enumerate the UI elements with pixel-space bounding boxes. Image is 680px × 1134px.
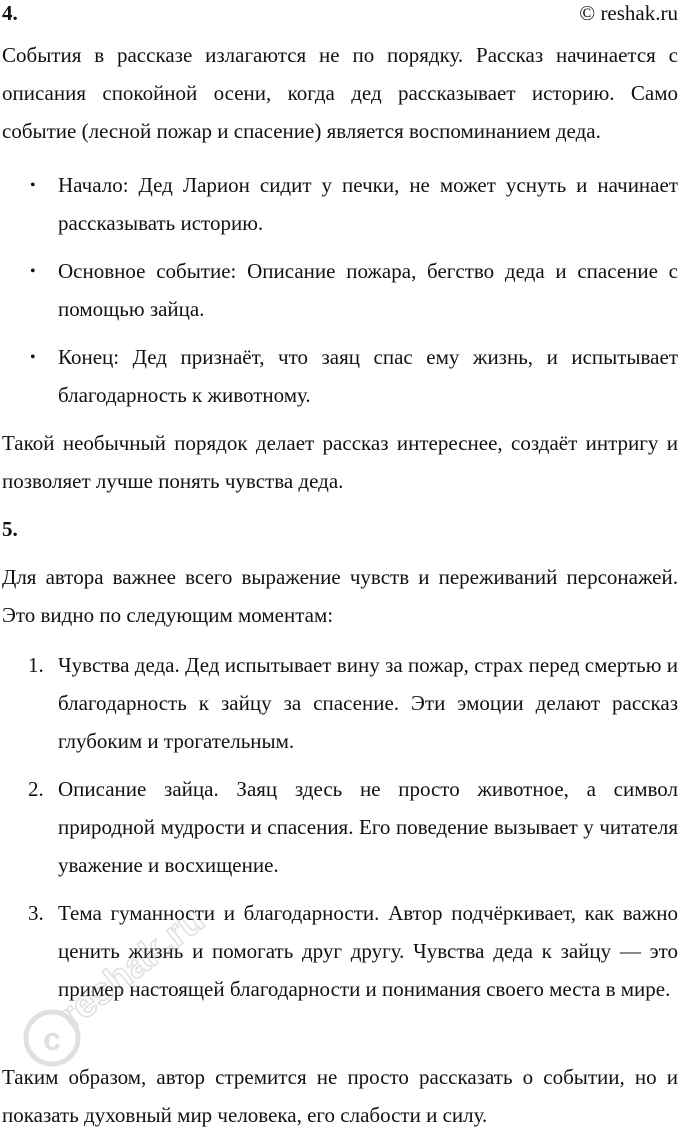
task-number-4: 4. bbox=[2, 1, 18, 25]
list-marker: 2. bbox=[28, 777, 44, 801]
watermark-text: reshak.ru bbox=[51, 898, 213, 1038]
section5-item-2: Описание зайца. Заяц здесь не просто животное, а символ природной мудрости и спасения. Его поведение вызывает у читателя уважение и восхищение. bbox=[58, 777, 678, 877]
task-number-5: 5. bbox=[2, 517, 18, 541]
bullet-icon: • bbox=[30, 263, 36, 280]
section4-conclusion: Такой необычный порядок делает рассказ интереснее, создаёт интригу и позволяет лучше понять чувства деда. bbox=[2, 431, 678, 493]
section4-bullet-3: Конец: Дед признаёт, что заяц спас ему жизнь, и испытывает благодарность к животному. bbox=[58, 345, 678, 407]
svg-text:c: c bbox=[43, 1021, 61, 1057]
list-marker: 1. bbox=[28, 653, 44, 677]
list-marker: 3. bbox=[28, 901, 44, 925]
section5-conclusion: Таким образом, автор стремится не просто рассказать о событии, но и показать духовный мир человека, его слабости и силу. bbox=[2, 1065, 678, 1127]
copyright-label: © reshak.ru bbox=[579, 1, 678, 25]
section5-item-3: Тема гуманности и благодарности. Автор подчёркивает, как важно ценить жизнь и помогать друг другу. Чувства деда к зайцу — это пример настоящей благодарности и понимания своего места в мире. bbox=[58, 901, 678, 1001]
bullet-icon: • bbox=[30, 349, 36, 366]
section5-item-1: Чувства деда. Дед испытывает вину за пожар, страх перед смертью и благодарность к зайцу за спасение. Эти эмоции делают рассказ глубоким и трогательным. bbox=[58, 653, 678, 753]
section4-bullet-1: Начало: Дед Ларион сидит у печки, не может уснуть и начинает рассказывать историю. bbox=[58, 173, 678, 235]
section4-intro: События в рассказе излагаются не по порядку. Рассказ начинается с описания спокойной осени, когда дед рассказывает историю. Само событие (лесной пожар и спасение) является воспоминанием деда. bbox=[2, 43, 678, 143]
section5-intro: Для автора важнее всего выражение чувств и переживаний персонажей. Это видно по следующим моментам: bbox=[2, 565, 678, 627]
section4-bullet-2: Основное событие: Описание пожара, бегство деда и спасение с помощью зайца. bbox=[58, 259, 678, 321]
bullet-icon: • bbox=[30, 177, 36, 194]
page-header bbox=[2, 0, 678, 28]
